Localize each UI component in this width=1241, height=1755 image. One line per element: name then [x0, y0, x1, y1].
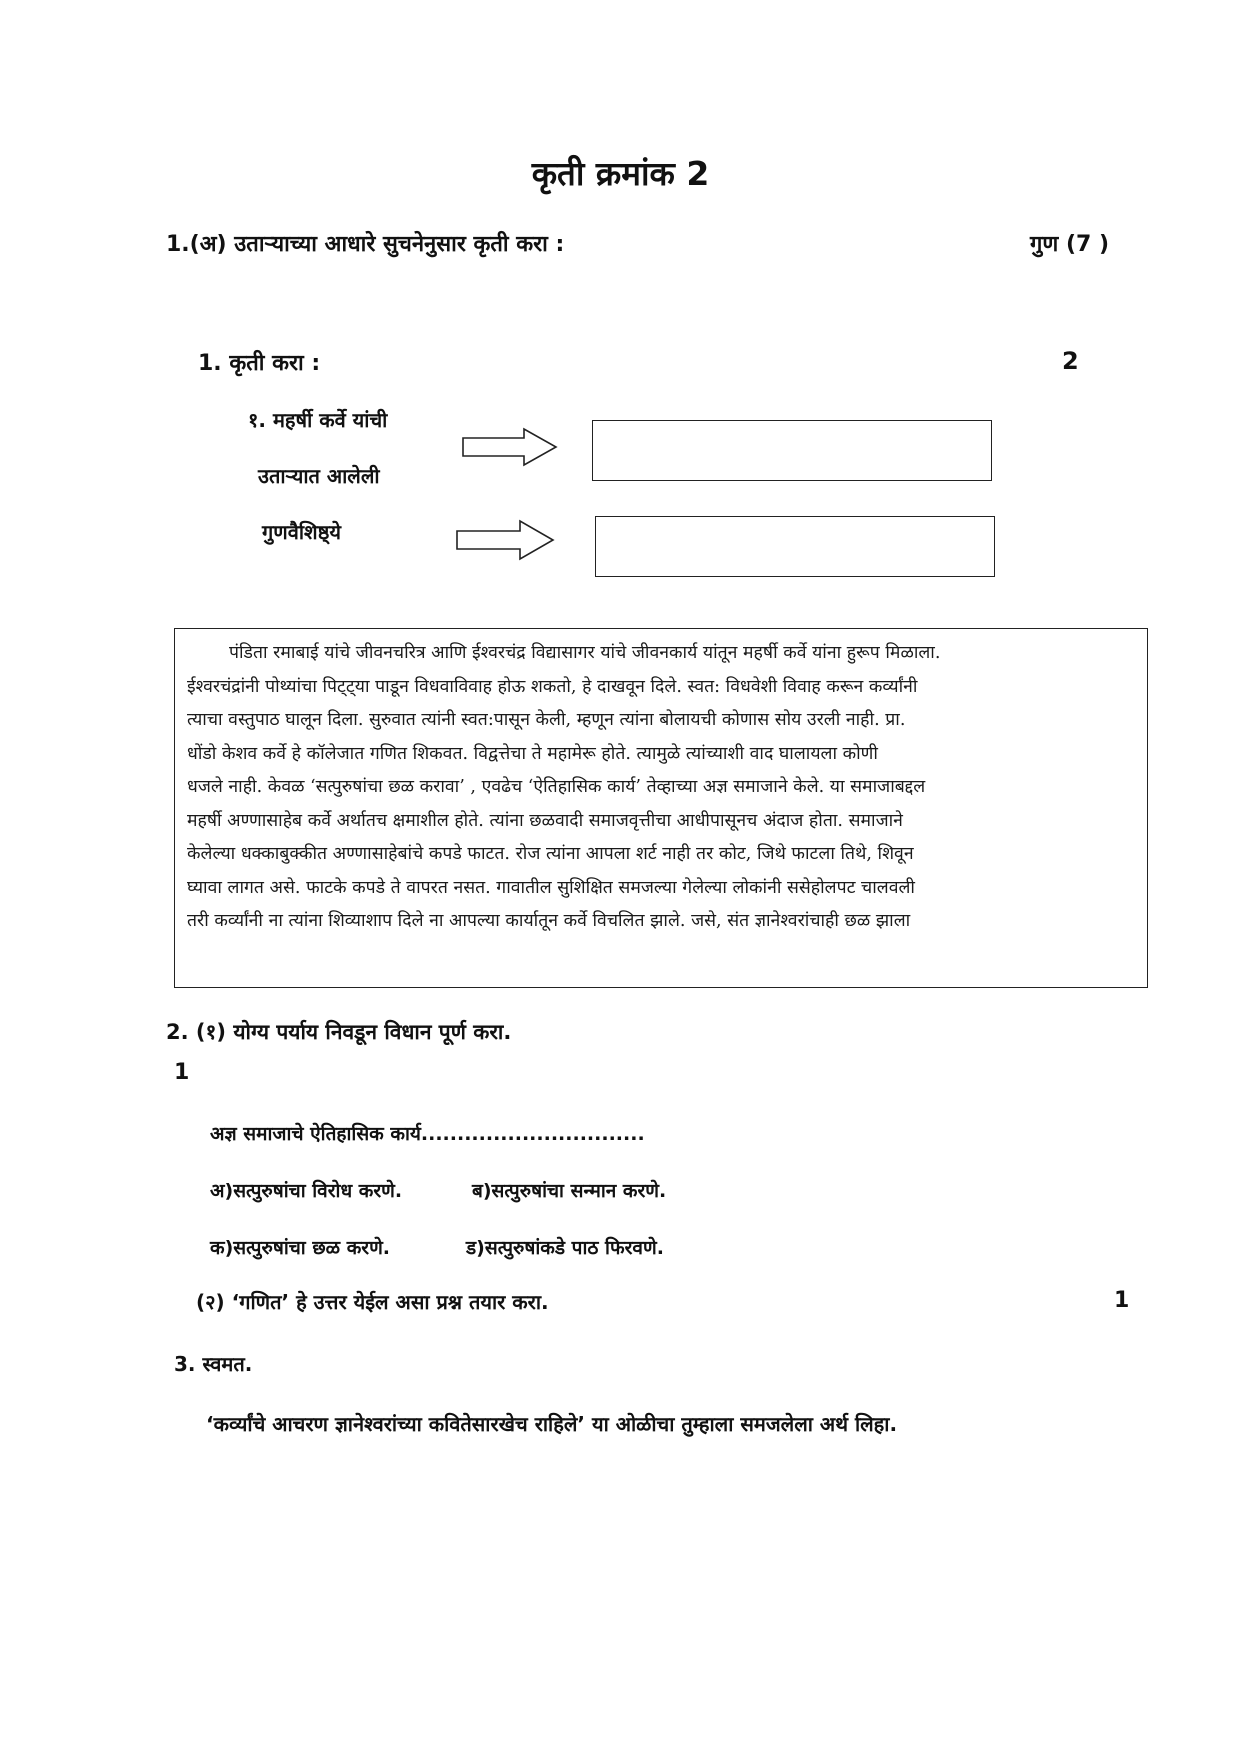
question-2-sub2-heading: (२) ‘गणित’ हे उत्तर येईल असा प्रश्न तयार करा.	[196, 1290, 549, 1314]
passage-line: धजले नाही. केवळ ‘सत्पुरुषांचा छळ करावा’ , एवढेच ‘ऐतिहासिक कार्य’ तेव्हाच्या अज्ञ समाजाने केले. या समाजाबद्दल	[187, 777, 926, 797]
passage-line: ईश्वरचंद्रांनी पोथ्यांचा पिट्ट्या पाडून विधवाविवाह होऊ शकतो, हे दाखवून दिले. स्वत: विधवेशी विवाह करून कर्व्यांनी	[187, 676, 918, 697]
task-marks: 2	[1062, 347, 1079, 375]
task-prompt-line-2: उताऱ्यात आलेली	[258, 464, 380, 488]
passage-line: धोंडो केशव कर्वे हे कॉलेजात गणित शिकवत. विद्वत्तेचा ते महामेरू होते. त्यामुळे त्यांच्याशी वाद घालायला कोणी	[187, 743, 878, 764]
answer-box-1[interactable]	[592, 420, 992, 481]
passage-line: तरी कर्व्यांनी ना त्यांना शिव्याशाप दिले ना आपल्या कार्यातून कर्वे विचलित झाले. जसे, संत ज्ञानेश्वरांचाही छळ झाला	[187, 911, 911, 931]
passage-line: त्याचा वस्तुपाठ घालून दिला. सुरुवात त्यांनी स्वत:पासून केली, म्हणून त्यांना बोलायची कोणास सोय उरली नाही. प्रा.	[187, 710, 906, 730]
question-2-stem: अज्ञ समाजाचे ऐतिहासिक कार्य...............................	[210, 1123, 645, 1145]
page-title: कृती क्रमांक 2	[531, 154, 710, 193]
question-2-marks: 1	[174, 1060, 190, 1085]
task-heading: 1. कृती करा :	[198, 351, 321, 376]
question-2-heading: 2. (१) योग्य पर्याय निवडून विधान पूर्ण करा.	[166, 1020, 512, 1044]
arrow-right-icon	[462, 427, 558, 467]
option-d[interactable]: ड)सत्पुरुषांकडे पाठ फिरवणे.	[466, 1237, 664, 1259]
option-c[interactable]: क)सत्पुरुषांचा छळ करणे.	[210, 1237, 391, 1259]
question-1-marks: गुण (7 )	[1030, 232, 1110, 257]
question-2-sub2-marks: 1	[1114, 1288, 1130, 1313]
question-1-heading: 1.(अ) उताऱ्याच्या आधारे सुचनेनुसार कृती करा :	[166, 232, 565, 257]
passage-line: केलेल्या धक्काबुक्कीत अण्णासाहेबांचे कपडे फाटत. रोज त्यांना आपला शर्ट नाही तर कोट, जिथे फाटला तिथे, शिवून	[187, 844, 914, 864]
passage-line: पंडिता रमाबाई यांचे जीवनचरित्र आणि ईश्वरचंद्र विद्यासागर यांचे जीवनकार्य यांतून महर्षी कर्वे यांना हुरूप मिळाला.	[229, 643, 941, 663]
passage-line: घ्यावा लागत असे. फाटके कपडे ते वापरत नसत. गावातील सुशिक्षित समजल्या गेलेल्या लोकांनी ससेहोलपट चालवली	[187, 877, 915, 898]
option-a[interactable]: अ)सत्पुरुषांचा विरोध करणे.	[210, 1180, 403, 1202]
answer-box-2[interactable]	[595, 516, 995, 577]
question-3-heading: 3. स्वमत.	[174, 1352, 253, 1376]
task-prompt-line-3: गुणवैशिष्ठ्ये	[262, 520, 341, 544]
passage-box	[174, 628, 1148, 988]
passage-line: महर्षी अण्णासाहेब कर्वे अर्थातच क्षमाशील होते. त्यांना छळवादी समाजवृत्तीचा आधीपासूनच अंदाज होता. समाजाने	[187, 810, 903, 831]
question-3-text: ‘कर्व्यांचे आचरण ज्ञानेश्वरांच्या कवितेसारखेच राहिले’ या ओळीचा तुम्हाला समजलेला अर्थ लिहा.	[206, 1412, 898, 1436]
task-prompt-line-1: १. महर्षी कर्वे यांची	[248, 408, 388, 432]
option-b[interactable]: ब)सत्पुरुषांचा सन्मान करणे.	[472, 1180, 667, 1202]
arrow-right-icon	[456, 519, 556, 561]
